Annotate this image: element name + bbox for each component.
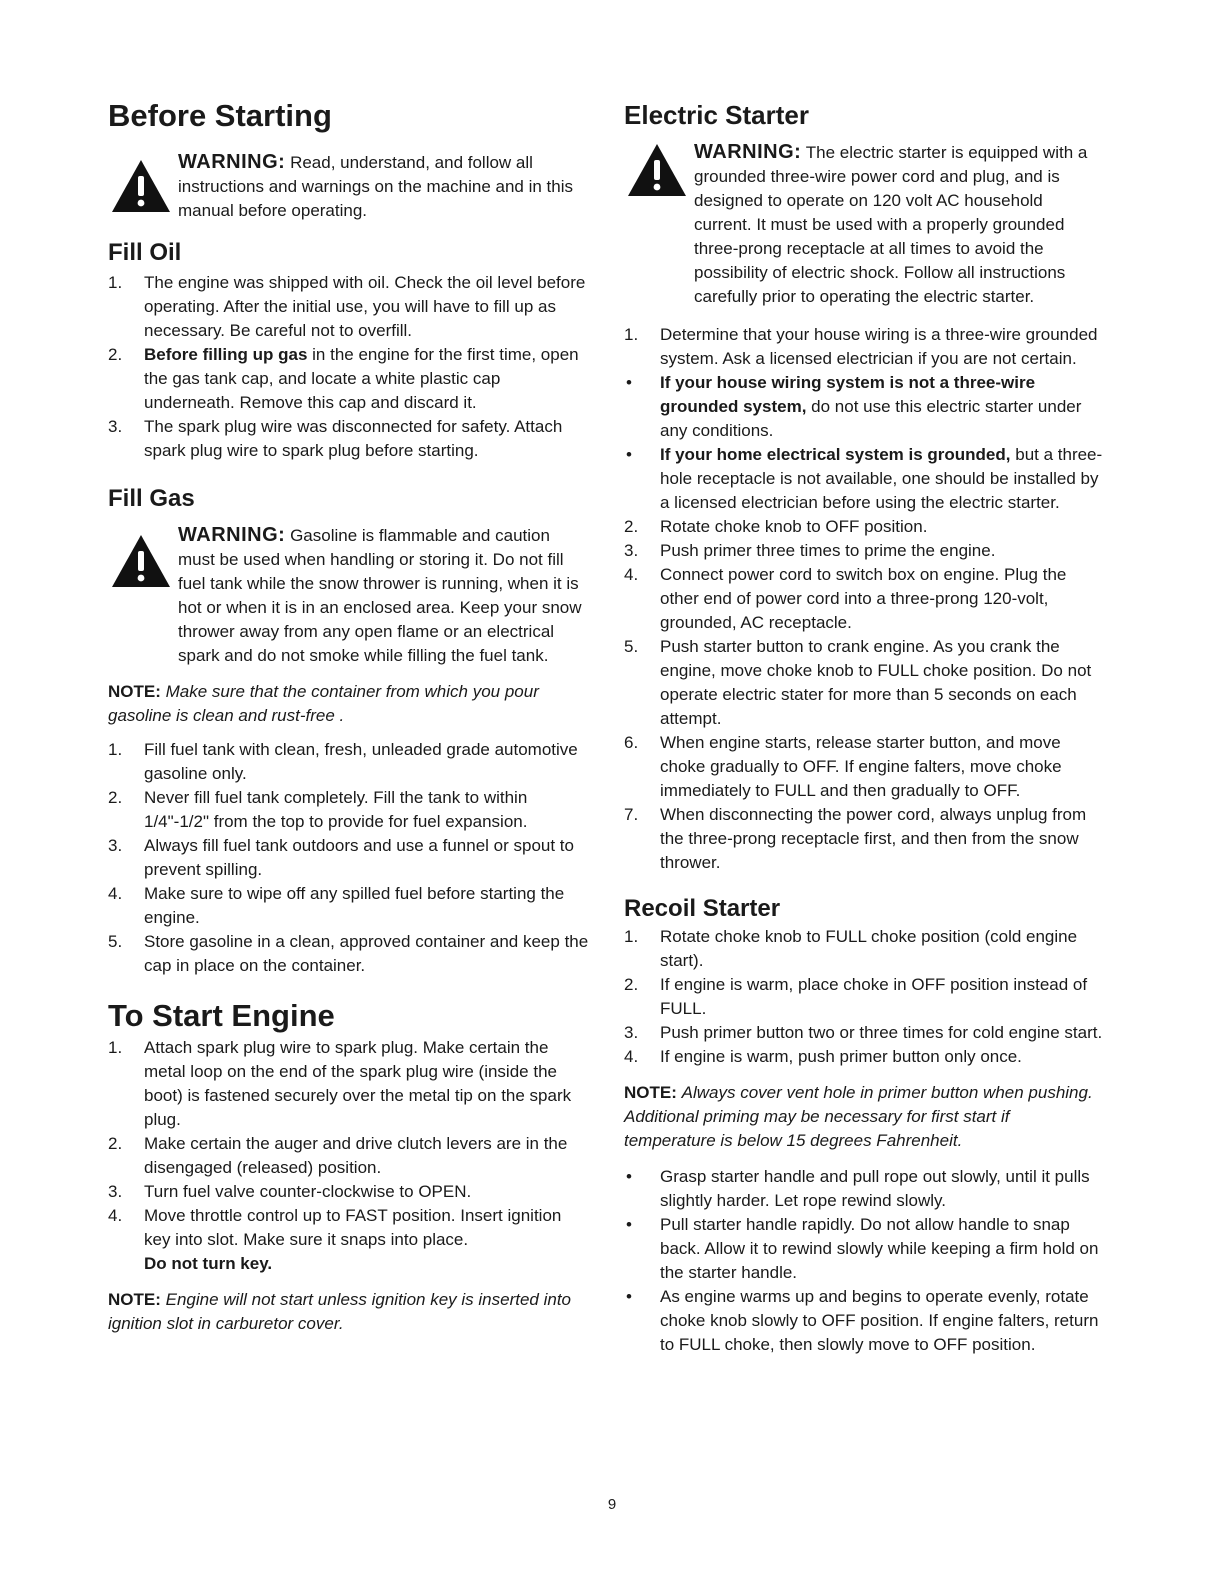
list-item (624, 371, 1104, 443)
step-number: 4. (624, 1047, 639, 1066)
list-item (108, 1036, 590, 1132)
fill-gas-note (108, 680, 590, 728)
step-number: 2. (624, 517, 639, 536)
list-item (108, 1132, 590, 1180)
fill-gas-warning (108, 523, 590, 668)
list-item (108, 343, 590, 415)
bullet-text: but a three-hole receptacle is not available, one should be installed by a licensed electrician before using the electric starter. (660, 445, 1103, 512)
before-starting-warning (108, 150, 590, 223)
step-text: Never fill fuel tank completely. Fill the tank to within 1/4"-1/2" from the top to provide for fuel expansion. (144, 788, 528, 831)
step-number: 4. (108, 1206, 123, 1225)
left-column (108, 96, 590, 1336)
list-item (624, 1045, 1104, 1069)
list-item (108, 415, 590, 463)
note-label: NOTE: (108, 682, 161, 701)
step-number: 3. (108, 417, 123, 436)
list-item (624, 973, 1104, 1021)
step-number: 1. (108, 273, 123, 292)
bullet-mark: • (626, 1287, 632, 1306)
warning-text: The electric starter is equipped with a grounded three-wire power cord and plug, and is designed to operate on 120 volt AC household current. It must be used with a properly grounded three-prong receptacle at all times to avoid the possibility of electric shock. Follow all instructions carefully prior to operating the electric starter. (694, 143, 1088, 306)
warning-triangle-icon (626, 142, 688, 198)
bullet-mark: • (626, 1215, 632, 1234)
step-number: 7. (624, 805, 639, 824)
warning-label: WARNING: (178, 524, 286, 546)
step-number: 6. (624, 733, 639, 752)
step-text: Turn fuel valve counter-clockwise to OPEN. (144, 1182, 472, 1201)
list-item (108, 1180, 590, 1204)
step-number: 1. (108, 740, 123, 759)
step-text: The spark plug wire was disconnected for safety. Attach spark plug wire to spark plug before starting. (144, 417, 563, 460)
bullet-text: As engine warms up and begins to operate evenly, rotate choke knob slowly to OFF position. If engine falters, return to FULL choke, then slowly move to OFF position. (660, 1287, 1099, 1354)
to-start-engine-steps (108, 1036, 590, 1276)
fill-oil-title: Fill Oil (108, 239, 182, 266)
list-item (108, 271, 590, 343)
step-number: 3. (108, 1182, 123, 1201)
page-number: 9 (607, 1496, 617, 1513)
warning-label: WARNING: (178, 151, 286, 173)
step-text: The engine was shipped with oil. Check the oil level before operating. After the initial use, you will have to fill up as necessary. Be careful not to overfill. (144, 273, 586, 340)
step-number: 5. (624, 637, 639, 656)
note-text: Engine will not start unless ignition key is inserted into ignition slot in carburetor cover. (108, 1290, 572, 1333)
list-item (624, 1285, 1104, 1357)
step-text: Rotate choke knob to FULL choke position (cold engine start). (660, 927, 1078, 970)
bullet-text: Grasp starter handle and pull rope out slowly, until it pulls slightly harder. Let rope rewind slowly. (660, 1167, 1090, 1210)
step-text: When engine starts, release starter button, and move choke gradually to OFF. If engine falters, move choke immediately to FULL and then gradually to OFF. (660, 733, 1062, 800)
step-number: 1. (108, 1038, 123, 1057)
step-number: 4. (624, 565, 639, 584)
step-text: Store gasoline in a clean, approved container and keep the cap in place on the container. (144, 932, 589, 975)
step-number: 4. (108, 884, 123, 903)
step-text: If engine is warm, place choke in OFF position instead of FULL. (660, 975, 1088, 1018)
list-item (624, 1213, 1104, 1285)
bullet-mark: • (626, 1167, 632, 1186)
step-number: 2. (624, 975, 639, 994)
list-item (108, 786, 590, 834)
step-text: Determine that your house wiring is a three-wire grounded system. Ask a licensed electrician if you are not certain. (660, 325, 1098, 368)
recoil-starter-title: Recoil Starter (624, 895, 781, 922)
electric-starter-step-1 (624, 323, 1104, 371)
list-item (624, 323, 1104, 371)
bullet-bold-text: If your house wiring system is not a three-wire grounded system, (660, 373, 1036, 416)
step-number: 5. (108, 932, 123, 951)
electric-starter-steps (624, 515, 1104, 875)
note-label: NOTE: (108, 1290, 161, 1309)
recoil-starter-steps (624, 925, 1104, 1069)
step-text: Fill fuel tank with clean, fresh, unleaded grade automotive gasoline only. (144, 740, 578, 783)
right-column (624, 96, 1104, 1357)
note-text: Make sure that the container from which you pour gasoline is clean and rust-free . (108, 682, 539, 725)
list-item (624, 925, 1104, 973)
list-item (624, 563, 1104, 635)
bullet-bold-text: If your home electrical system is grounded, (660, 445, 1011, 464)
warning-triangle-icon (110, 158, 172, 214)
step-text: Attach spark plug wire to spark plug. Make certain the metal loop on the end of the spark plug wire (inside the boot) is fastened securely over the metal tip on the spark plug. (144, 1038, 572, 1129)
step-text: Push starter button to crank engine. As you crank the engine, move choke knob to FULL choke position. Do not operate electric stater for more than 5 seconds on each attempt. (660, 637, 1092, 728)
list-item (624, 635, 1104, 731)
bullet-text: do not use this electric starter under any conditions. (660, 397, 1082, 440)
step-text: Always fill fuel tank outdoors and use a funnel or spout to prevent spilling. (144, 836, 574, 879)
step-number: 2. (108, 1134, 123, 1153)
bullet-mark: • (626, 373, 632, 392)
fill-gas-title: Fill Gas (108, 485, 195, 512)
warning-text: Gasoline is flammable and caution must be used when handling or storing it. Do not fill fuel tank while the snow thrower is running, when it is hot or when it is in an enclosed area. Keep your snow thrower away from any open flame or an electrical spark and do not smoke while filling the fuel tank. (178, 526, 582, 665)
step-number: 3. (624, 541, 639, 560)
step-text: Rotate choke knob to OFF position. (660, 517, 928, 536)
step-text: If engine is warm, push primer button only once. (660, 1047, 1022, 1066)
step-bold-text: Before filling up gas (144, 345, 308, 364)
to-start-engine-note (108, 1288, 590, 1336)
note-label: NOTE: (624, 1083, 677, 1102)
step-text: When disconnecting the power cord, always unplug from the three-prong receptacle first, and then from the snow thrower. (660, 805, 1087, 872)
step-text: Push primer button two or three times for cold engine start. (660, 1023, 1103, 1042)
step-number: 3. (108, 836, 123, 855)
fill-oil-steps (108, 271, 590, 463)
list-item (624, 731, 1104, 803)
step-text: Move throttle control up to FAST position. Insert ignition key into slot. Make sure it snaps into place. (144, 1206, 562, 1249)
list-item (624, 1165, 1104, 1213)
electric-starter-bullets (624, 371, 1104, 515)
step-text: Make certain the auger and drive clutch levers are in the disengaged (released) position. (144, 1134, 568, 1177)
list-item (108, 738, 590, 786)
bullet-text: Pull starter handle rapidly. Do not allow handle to snap back. Allow it to rewind slowly while keeping a firm hold on the starter handle. (660, 1215, 1099, 1282)
list-item (624, 443, 1104, 515)
warning-triangle-icon (110, 533, 172, 589)
step-number: 3. (624, 1023, 639, 1042)
list-item (624, 803, 1104, 875)
to-start-engine-title: To Start Engine (108, 998, 335, 1033)
electric-starter-warning (624, 140, 1104, 309)
recoil-starter-note (624, 1081, 1104, 1153)
step-number: 2. (108, 788, 123, 807)
list-item (108, 834, 590, 882)
electric-starter-title: Electric Starter (624, 100, 809, 130)
note-text: Always cover vent hole in primer button when pushing. Additional priming may be necessary for first start if temperature is below 15 degrees Fahrenheit. (624, 1083, 1093, 1150)
warning-label: WARNING: (694, 141, 802, 163)
list-item (108, 1204, 590, 1276)
step-number: 1. (624, 325, 639, 344)
list-item (624, 515, 1104, 539)
bullet-mark: • (626, 445, 632, 464)
do-not-turn-key-warning: Do not turn key. (144, 1254, 273, 1273)
fill-gas-steps (108, 738, 590, 978)
step-text: in the engine for the first time, open the gas tank cap, and locate a white plastic cap underneath. Remove this cap and discard it. (144, 345, 579, 412)
recoil-starter-bullets (624, 1165, 1104, 1357)
step-number: 2. (108, 345, 123, 364)
step-text: Make sure to wipe off any spilled fuel before starting the engine. (144, 884, 565, 927)
step-text: Connect power cord to switch box on engine. Plug the other end of power cord into a three-prong 120-volt, grounded, AC receptacle. (660, 565, 1067, 632)
list-item (624, 539, 1104, 563)
step-text: Push primer three times to prime the engine. (660, 541, 996, 560)
before-starting-title: Before Starting (108, 98, 332, 133)
warning-text: Read, understand, and follow all instructions and warnings on the machine and in this manual before operating. (178, 153, 574, 220)
list-item (624, 1021, 1104, 1045)
list-item (108, 930, 590, 978)
step-number: 1. (624, 927, 639, 946)
list-item (108, 882, 590, 930)
